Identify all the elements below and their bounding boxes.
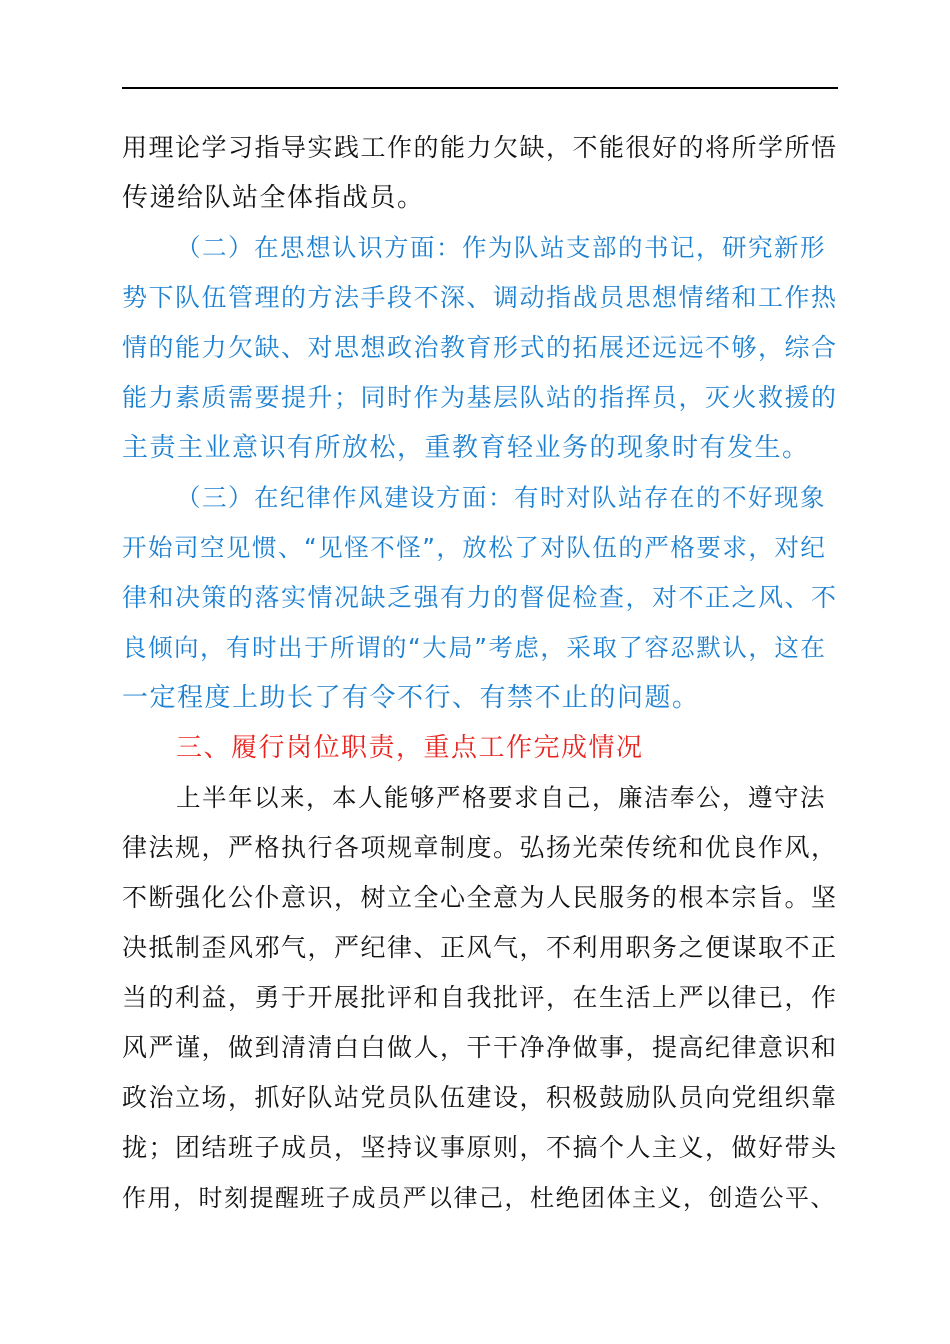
paragraph-line: 决抵制歪风邪气，严纪律、正风气，不利用职务之便谋取不正 [122, 933, 838, 962]
paragraph-line: 作用，时刻提醒班子成员严以律己，杜绝团体主义，创造公平、 [122, 1184, 836, 1212]
paragraph-line: 当的利益，勇于开展批评和自我批评，在生活上严以律已，作 [122, 983, 838, 1012]
header-rule [122, 87, 838, 89]
paragraph-line: 风严谨，做到清清白白做人，干干净净做事，提高纪律意识和 [122, 1033, 838, 1062]
paragraph-line: （二）在思想认识方面：作为队站支部的书记，研究新形 [176, 233, 826, 262]
paragraph-line: 能力素质需要提升；同时作为基层队站的指挥员，灭火救援的 [122, 383, 838, 412]
paragraph-line: 传递给队站全体指战员。 [122, 183, 425, 213]
paragraph-line: 政治立场，抓好队站党员队伍建设，积极鼓励队员向党组织靠 [122, 1083, 838, 1112]
paragraph-line: 不断强化公仆意识，树立全心全意为人民服务的根本宗旨。坚 [122, 883, 838, 912]
paragraph-line: 律法规，严格执行各项规章制度。弘扬光荣传统和优良作风， [122, 833, 838, 862]
paragraph-line: 情的能力欠缺、对思想政治教育形式的拓展还远远不够，综合 [122, 333, 838, 362]
section-heading: 三、履行岗位职责，重点工作完成情况 [176, 733, 644, 763]
paragraph-line: 律和决策的落实情况缺乏强有力的督促检查，对不正之风、不 [122, 583, 838, 612]
paragraph-line: 势下队伍管理的方法手段不深、调动指战员思想情绪和工作热 [122, 283, 838, 312]
paragraph-line: 良倾向，有时出于所谓的“大局”考虑，采取了容忍默认，这在 [122, 633, 827, 662]
paragraph-line: 上半年以来，本人能够严格要求自己，廉洁奉公，遵守法 [176, 783, 826, 812]
paragraph-line: 用理论学习指导实践工作的能力欠缺，不能很好的将所学所悟 [122, 133, 838, 162]
paragraph-line: 一定程度上助长了有令不行、有禁不止的问题。 [122, 683, 700, 713]
paragraph-line: 主责主业意识有所放松，重教育轻业务的现象时有发生。 [122, 433, 810, 463]
paragraph-line: （三）在纪律作风建设方面：有时对队站存在的不好现象 [176, 483, 826, 512]
paragraph-line: 开始司空见惯、“见怪不怪”，放松了对队伍的严格要求，对纪 [122, 533, 827, 562]
paragraph-line: 拢；团结班子成员，坚持议事原则，不搞个人主义，做好带头 [122, 1133, 838, 1162]
